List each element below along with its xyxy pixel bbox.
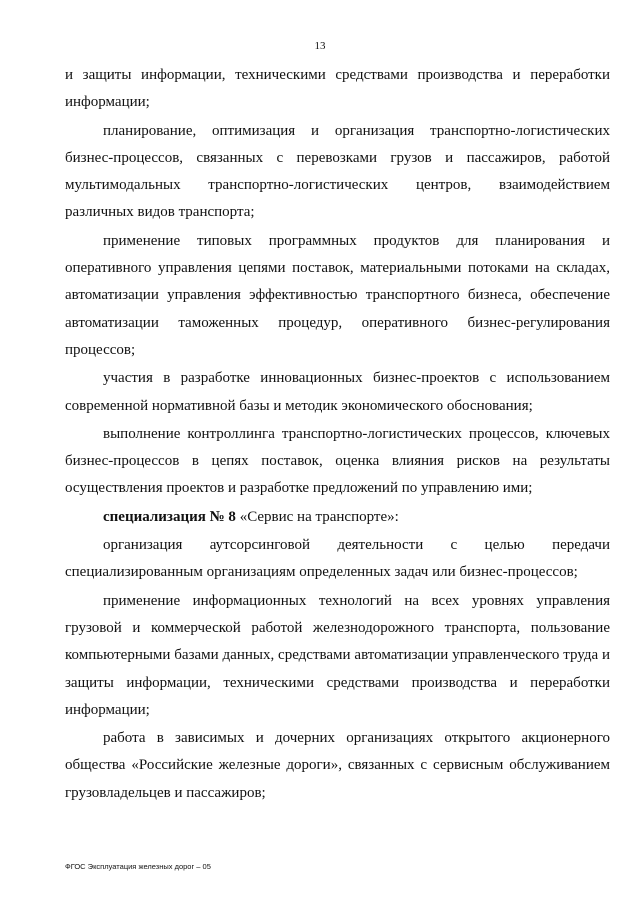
paragraph: организация аутсорсинговой деятельности с целью передачи специализированным организациям определенных задач или бизнес-процессов;: [65, 537, 610, 581]
paragraph: и защиты информации, техническими средствами производства и переработки информации;: [65, 67, 610, 111]
paragraph: выполнение контроллинга транспортно-логистических процессов, ключевых бизнес-процессов в цепях поставок, оценка влияния рисков на результаты осуществления проектов и разработке предложений по управлению ими;: [65, 425, 610, 497]
paragraph: применение типовых программных продуктов для планирования и оперативного управления цепями поставок, материальными потоками на складах, автоматизации управления эффективностью транспортного бизнеса, обеспечение автоматизации таможенных процедур, оперативного бизнес-регулирования процессов;: [65, 232, 610, 358]
page-number: 13: [314, 40, 326, 52]
paragraph: работа в зависимых и дочерних организациях открытого акционерного общества «Российские железные дороги», связанных с сервисным обслуживанием грузовладельцев и пассажиров;: [65, 730, 610, 801]
body-text: [65, 62, 610, 808]
paragraph: участия в разработке инновационных бизнес-проектов с использованием современной нормативной базы и методик экономического обоснования;: [65, 370, 610, 414]
paragraph: применение информационных технологий на всех уровнях управления грузовой и коммерческой работой железнодорожного транспорта, пользование компьютерными базами данных, средствами автоматизации управленческого труда и защиты информации, техническими средствами производства и переработки информации;: [65, 592, 610, 718]
paragraph: планирование, оптимизация и организация транспортно-логистических бизнес-процессов, связанных с перевозками грузов и пассажиров, работой мультимодальных транспортно-логистических центров, взаимодействием различных видов транспорта;: [65, 122, 610, 221]
specialization-title: «Сервис на транспорте»:: [235, 508, 399, 525]
footer: ФГОС Эксплуатация железных дорог – 05: [65, 862, 211, 871]
specialization-label: специализация № 8: [103, 508, 236, 525]
specialization-heading: [65, 504, 610, 531]
